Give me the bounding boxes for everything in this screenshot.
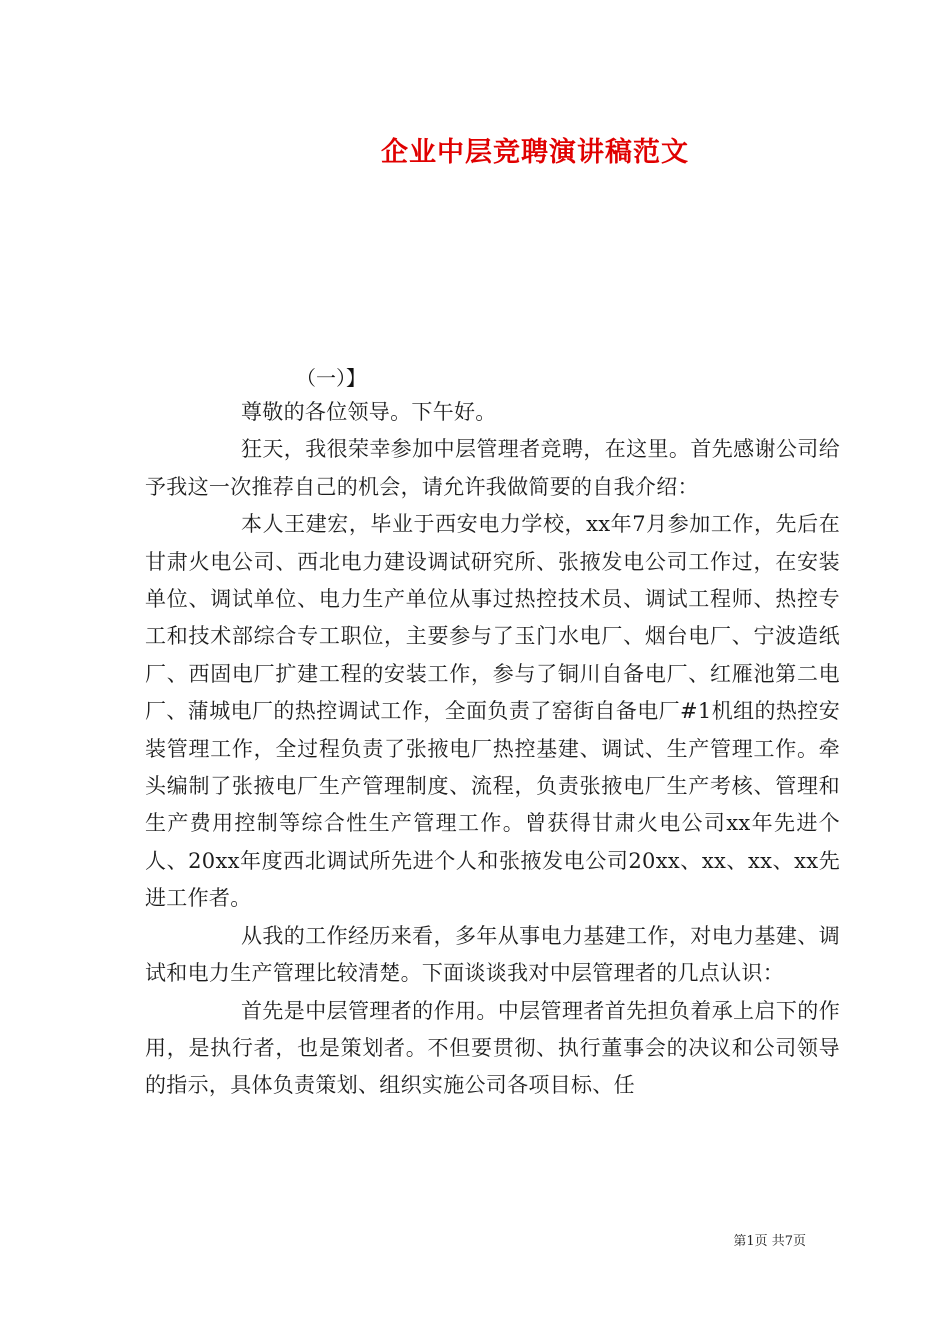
paragraph-opening: 狂天，我很荣幸参加中层管理者竞聘，在这里。首先感谢公司给予我这一次推荐自己的机会，请允许我做简要的自我介绍： xyxy=(145,437,840,499)
paragraph-experience: 从我的工作经历来看，多年从事电力基建工作，对电力基建、调试和电力生产管理比较清楚。下面谈谈我对中层管理者的几点认识： xyxy=(145,923,840,986)
section-marker: （一）】 xyxy=(296,366,366,390)
paragraph-role-of-middle-managers: 首先是中层管理者的作用。中层管理者首先担负着承上启下的作用，是执行者，也是策划者。不但要贯彻、执行董事会的决议和公司领导的指示，具体负责策划、组织实施公司各项目标、任 xyxy=(145,998,840,1098)
document-title: 企业中层竞聘演讲稿范文 xyxy=(381,137,689,168)
paragraph-greeting: 尊敬的各位领导。下午好。 xyxy=(241,400,497,424)
paragraph-self-introduction: 本人王建宏，毕业于西安电力学校，xx年7月参加工作，先后在甘肃火电公司、西北电力建设调试研究所、张掖发电公司工作过，在安装单位、调试单位、电力生产单位从事过热控技术员、调试工程师、热控专工和技术部综合专工职位，主要参与了玉门水电厂、烟台电厂、宁波造纸厂、西固电厂扩建工程的安装工作，参与了铜川自备电厂、红雁池第二电厂、蒲城电厂的热控调试工作，全面负责了窑街自备电厂#1机组的热控安装管理工作，全过程负责了张掖电厂热控基建、调试、生产管理工作。牵头编制了张掖电厂生产管理制度、流程，负责张掖电厂生产考核、管理和生产费用控制等综合性生产管理工作。曾获得甘肃火电公司xx年先进个人、20xx年度西北调试所先进个人和张掖发电公司20xx、xx、xx、xx先进工作者。 xyxy=(145,512,840,911)
document-body xyxy=(145,394,840,1105)
page-number-footer: 第1页 共7页 xyxy=(733,1234,806,1249)
